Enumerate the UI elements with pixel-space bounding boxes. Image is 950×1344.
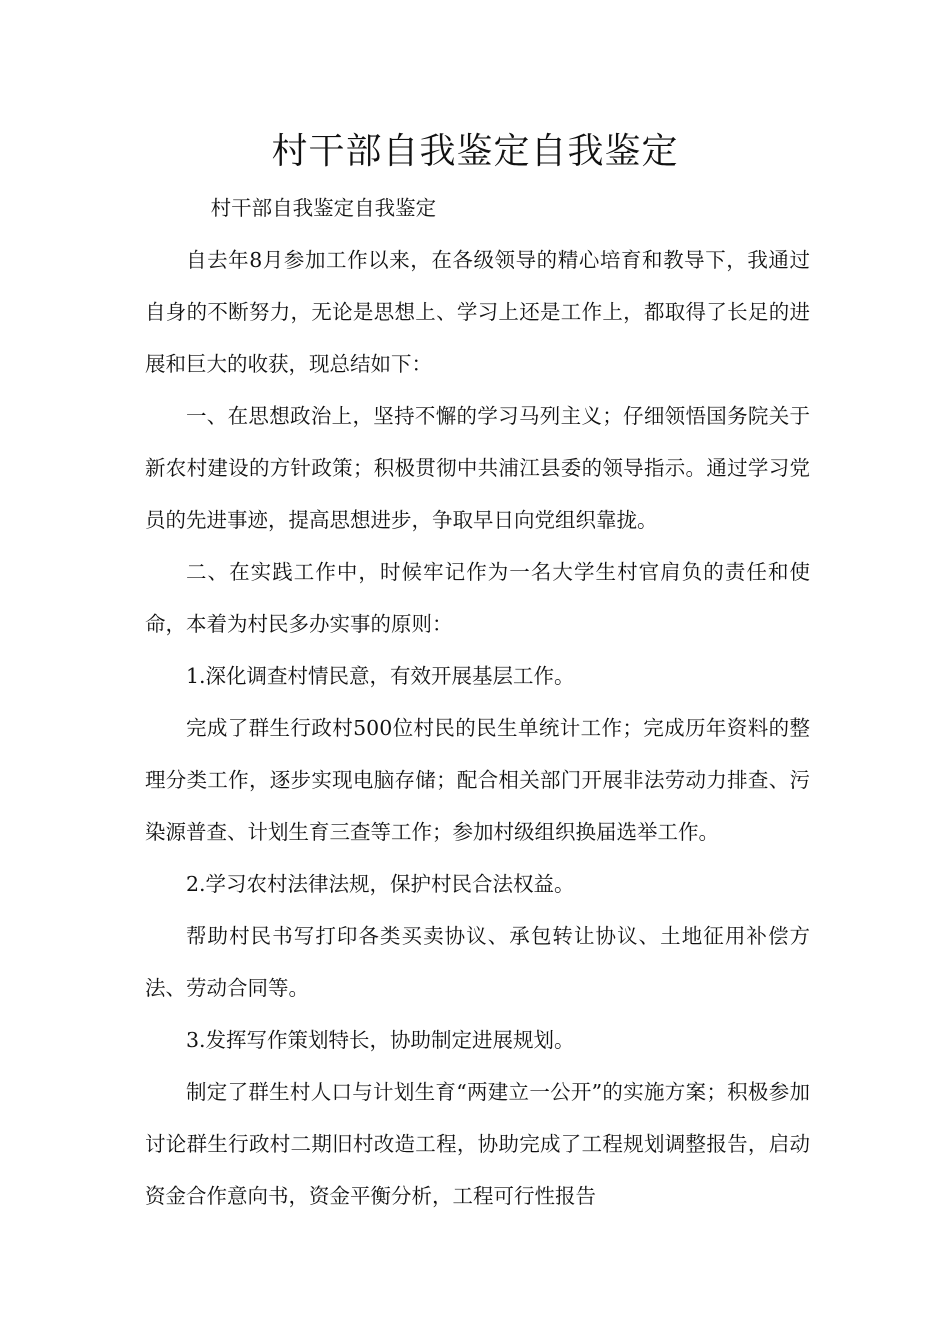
paragraph-item-2: 帮助村民书写打印各类买卖协议、承包转让协议、土地征用补偿方法、劳动合同等。 (145, 924, 810, 1000)
heading-item-3: 3.发挥写作策划特长，协助制定进展规划。 (186, 1028, 575, 1052)
paragraph-practice: 二、在实践工作中，时候牢记作为一名大学生村官肩负的责任和使命，本着为村民多办实事的原则： (145, 560, 810, 636)
document-subtitle: 村干部自我鉴定自我鉴定 (210, 196, 437, 220)
heading-item-2: 2.学习农村法律法规，保护村民合法权益。 (186, 872, 575, 896)
paragraph-intro: 自去年8月参加工作以来，在各级领导的精心培育和教导下，我通过自身的不断努力，无论是思想上、学习上还是工作上，都取得了长足的进展和巨大的收获，现总结如下： (145, 248, 810, 376)
paragraph-political: 一、在思想政治上，坚持不懈的学习马列主义；仔细领悟国务院关于新农村建设的方针政策；积极贯彻中共浦江县委的领导指示。通过学习党员的先进事迹，提高思想进步，争取早日向党组织靠拢。 (145, 404, 810, 532)
document-title: 村干部自我鉴定自我鉴定 (271, 131, 679, 172)
paragraph-item-3: 制定了群生村人口与计划生育“两建立一公开”的实施方案；积极参加讨论群生行政村二期旧村改造工程，协助完成了工程规划调整报告，启动资金合作意向书，资金平衡分析，工程可行性报告 (145, 1080, 810, 1208)
paragraph-item-1: 完成了群生行政村500位村民的民生单统计工作；完成历年资料的整理分类工作，逐步实现电脑存储；配合相关部门开展非法劳动力排查、污染源普查、计划生育三查等工作；参加村级组织换届选举工作。 (145, 716, 810, 844)
document-body (145, 182, 810, 1222)
heading-item-1: 1.深化调查村情民意，有效开展基层工作。 (186, 664, 575, 688)
